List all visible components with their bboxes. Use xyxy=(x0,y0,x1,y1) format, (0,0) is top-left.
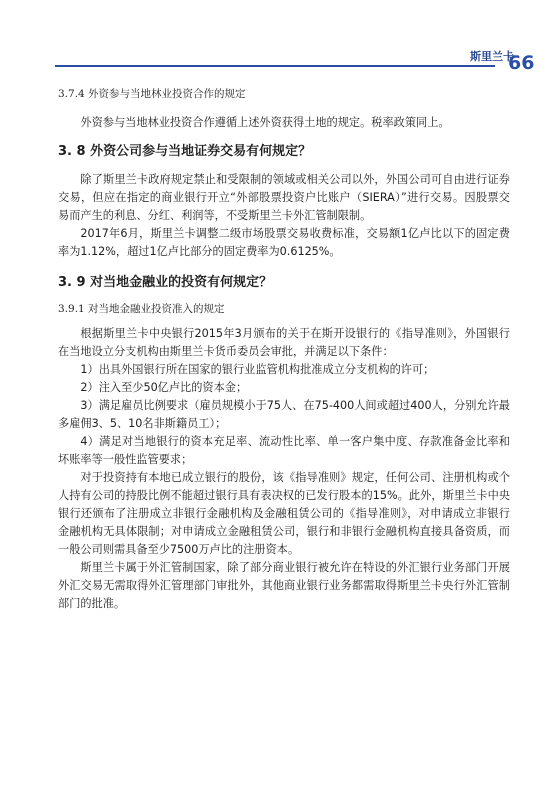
page-body xyxy=(58,86,510,613)
condition-item-4: 4）满足对当地银行的资本充足率、流动性比率、单一客户集中度、存款准备金比率和坏账率等一般性监管要求； xyxy=(58,435,510,466)
page-header xyxy=(0,48,559,78)
section-title-3-9: 3. 9 对当地金融业的投资有何规定？ xyxy=(58,275,273,290)
header-country-label: 斯里兰卡 xyxy=(470,50,514,63)
paragraph-bank-guidelines: 根据斯里兰卡中央银行2015年3月颁布的关于在斯开设银行的《指导准则》，外国银行在当地设立分支机构由斯里兰卡货币委员会审批，并满足以下条件： xyxy=(58,327,510,358)
paragraph-forestry: 外资参与当地林业投资合作遵循上述外资获得土地的规定。税率政策同上。 xyxy=(80,116,450,129)
paragraph-securities-fees: 2017年6月，斯里兰卡调整二级市场股票交易收费标准，交易额1亿卢比以下的固定费率为1.12%，超过1亿卢比部分的固定费率为0.6125%。 xyxy=(58,227,510,258)
header-rule xyxy=(55,65,495,67)
condition-item-1: 1）出具外国银行所在国家的银行业监管机构批准成立分支机构的许可； xyxy=(80,363,435,376)
section-title-3-8: 3. 8 外资公司参与当地证券交易有何规定？ xyxy=(58,144,312,159)
condition-item-2: 2）注入至少50亿卢比的资本金； xyxy=(80,381,248,394)
paragraph-forex-control: 斯里兰卡属于外汇管制国家，除了部分商业银行被允许在特设的外汇银行业务部门开展外汇交易无需取得外汇管理部门审批外，其他商业银行业务都需取得斯里兰卡央行外汇管制部门的批准。 xyxy=(58,561,510,610)
paragraph-securities-rules: 除了斯里兰卡政府规定禁止和受限制的领域或相关公司以外，外国公司可自由进行证券交易，但应在指定的商业银行开立“外部股票投资户比账户（SIERA）”进行交易。因股票交易而产生的利息、分红、利润等，不受斯里兰卡外汇管制限制。 xyxy=(58,173,510,222)
subsection-title-3-7-4: 3.7.4 外资参与当地林业投资合作的规定 xyxy=(58,88,246,100)
subsection-title-3-9-1: 3.9.1 对当地金融业投资准入的规定 xyxy=(58,303,225,315)
condition-item-3: 3）满足雇员比例要求（雇员规模小于75人、在75-400人间或超过400人，分别允许最多雇佣3、5、10名非斯籍员工）； xyxy=(58,399,510,430)
paragraph-shareholding: 对于投资持有本地已成立银行的股份，该《指导准则》规定，任何公司、注册机构或个人持有公司的持股比例不能超过银行具有表决权的已发行股本的15%。此外，斯里兰卡中央银行还颁布了注册成立非银行金融机构及金融租赁公司的《指导准则》，对申请成立非银行金融机构无具体限制；对申请成立金融租赁公司，银行和非银行金融机构直接具备资质，而一般公司则需具备至少7500万卢比的注册资本。 xyxy=(58,471,510,556)
page-number: 66 xyxy=(508,52,535,74)
